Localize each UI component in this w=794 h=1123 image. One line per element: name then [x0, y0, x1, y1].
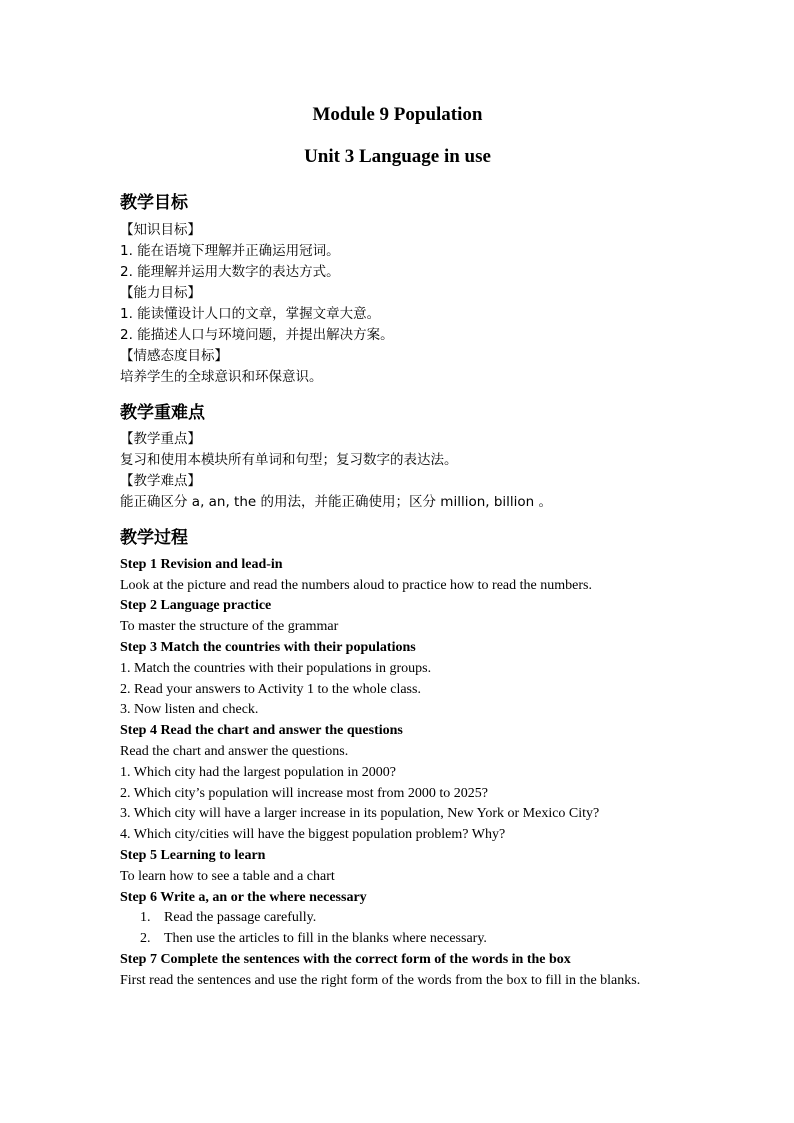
objectives-heading: 教学目标	[120, 193, 188, 213]
step-item: 1. Which city had the largest population in 2000?	[120, 765, 396, 780]
item-number: 1.	[140, 910, 151, 925]
module-title: Module 9 Population	[312, 104, 483, 125]
unit-title: Unit 3 Language in use	[304, 146, 491, 167]
ability-item: 1. 能读懂设计人口的文章，掌握文章大意。	[120, 306, 381, 322]
ability-tag: 【能力目标】	[120, 285, 201, 301]
step-title: Step 6 Write a, an or the where necessary	[120, 890, 367, 905]
step-text: First read the sentences and use the right form of the words from the box to fill in the blanks.	[120, 973, 641, 988]
focus-tag: 【教学重点】	[120, 431, 201, 447]
step-item: 2. Which city’s population will increase most from 2000 to 2025?	[120, 786, 488, 801]
step-title: Step 5 Learning to learn	[120, 848, 266, 863]
item-number: 2.	[140, 931, 151, 946]
step-title: Step 4 Read the chart and answer the questions	[120, 723, 403, 738]
emotion-text: 培养学生的全球意识和环保意识。	[120, 369, 323, 385]
step-text: To master the structure of the grammar	[120, 619, 339, 634]
knowledge-item: 1. 能在语境下理解并正确运用冠词。	[120, 243, 340, 259]
step-text: To learn how to see a table and a chart	[120, 869, 335, 884]
knowledge-item: 2. 能理解并运用大数字的表达方式。	[120, 264, 340, 280]
step-item: Read the chart and answer the questions.	[120, 744, 349, 759]
step-title: Step 2 Language practice	[120, 598, 272, 613]
step-title: Step 3 Match the countries with their populations	[120, 640, 416, 655]
numbered-item	[120, 929, 487, 949]
item-text: Read the passage carefully.	[164, 910, 317, 925]
step-item: 1. Match the countries with their populations in groups.	[120, 661, 432, 676]
knowledge-tag: 【知识目标】	[120, 222, 201, 238]
item-text: Then use the articles to fill in the blanks where necessary.	[164, 931, 487, 946]
emotion-tag: 【情感态度目标】	[120, 348, 228, 364]
difficulty-text: 能正确区分 a, an, the 的用法，并能正确使用；区分 million, billion 。	[120, 494, 553, 510]
step-text: Look at the picture and read the numbers aloud to practice how to read the numbers.	[120, 578, 592, 593]
ability-item: 2. 能描述人口与环境问题，并提出解决方案。	[120, 327, 394, 343]
process-heading: 教学过程	[120, 528, 188, 548]
step-title: Step 1 Revision and lead-in	[120, 557, 283, 572]
numbered-item	[120, 908, 316, 928]
step-item: 3. Which city will have a larger increase in its population, New York or Mexico City?	[120, 806, 600, 821]
key-points-heading: 教学重难点	[120, 403, 205, 423]
difficulty-tag: 【教学难点】	[120, 473, 201, 489]
step-title: Step 7 Complete the sentences with the correct form of the words in the box	[120, 952, 571, 967]
step-item: 4. Which city/cities will have the biggest population problem? Why?	[120, 827, 506, 842]
step-item: 2. Read your answers to Activity 1 to the whole class.	[120, 682, 421, 697]
focus-text: 复习和使用本模块所有单词和句型；复习数字的表达法。	[120, 452, 458, 468]
step-item: 3. Now listen and check.	[120, 702, 259, 717]
